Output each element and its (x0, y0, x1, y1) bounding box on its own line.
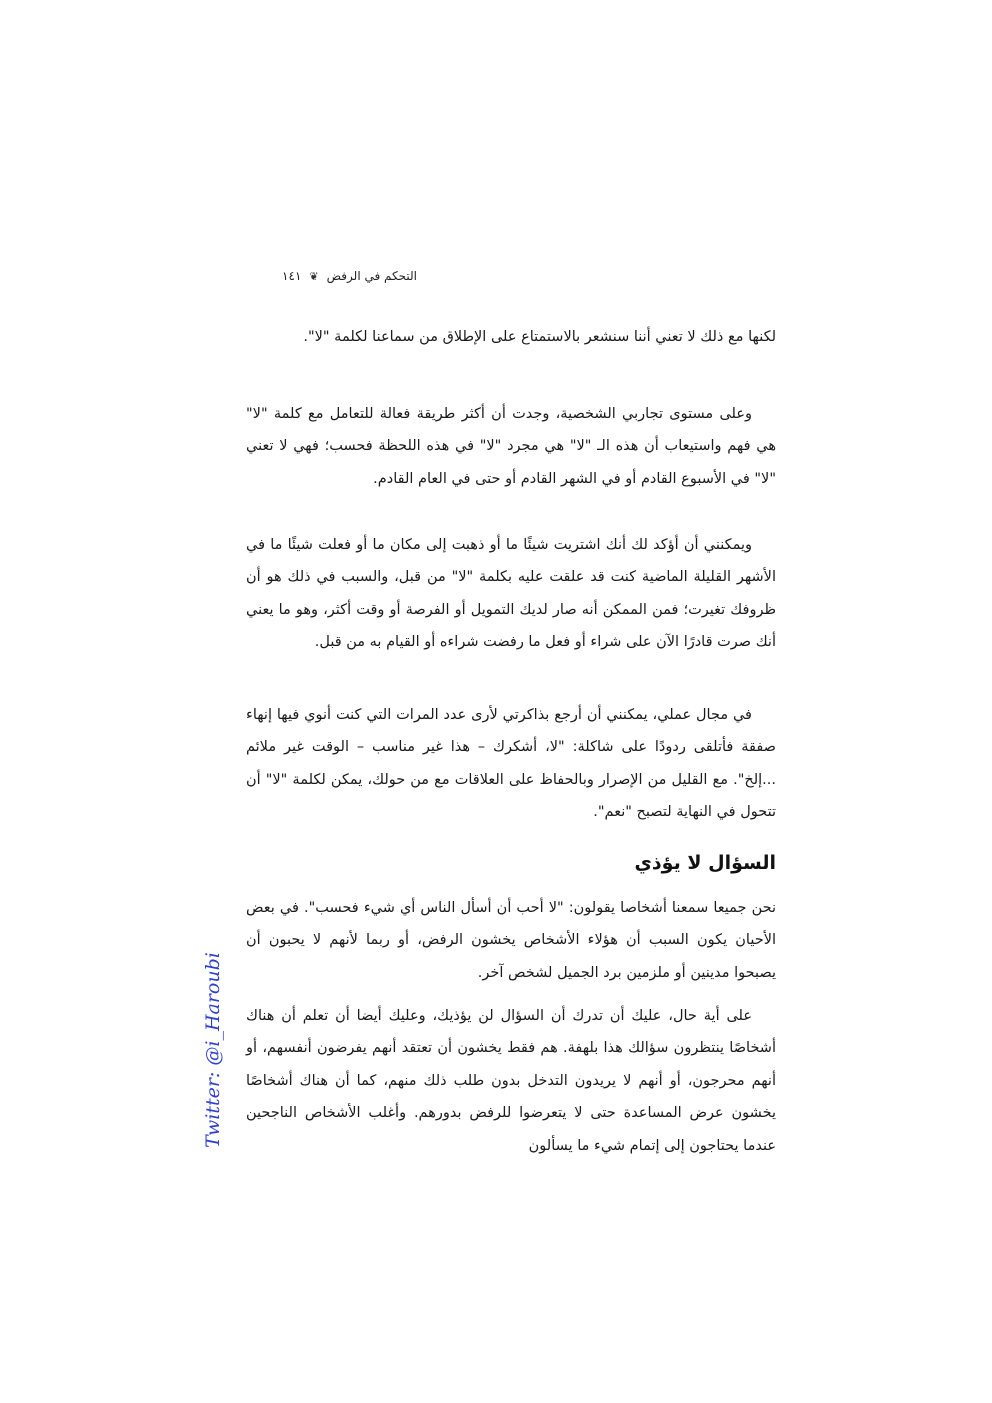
paragraph-3: ويمكنني أن أؤكد لك أنك اشتريت شيئًا ما أو ذهبت إلى مكان ما أو فعلت شيئًا ما في الأشهر القليلة الماضية كنت قد علقت عليه بكلمة "لا" من قبل، والسبب في ذلك هو أن ظروفك تغيرت؛ فمن الممكن أنه صار لديك التمويل أو الفرصة أو وقت أكثر، وهو ما يعني أنك صرت قادرًا الآن على شراء أو فعل ما رفضت شراءه أو القيام به من قبل. (246, 536, 776, 650)
paragraph-4: في مجال عملي، يمكنني أن أرجع بذاكرتي لأرى عدد المرات التي كنت أنوي فيها إنهاء صفقة فأتلقى ردودًا على شاكلة: "لا، أشكرك – هذا غير مناسب – الوقت غير ملائم ...إلخ". مع القليل من الإصرار وبالحفاظ على العلاقات مع من حولك، يمكن لكلمة "لا" أن تتحول في النهاية لتصبح "نعم". (246, 706, 776, 820)
paragraph-6: على أية حال، عليك أن تدرك أن السؤال لن يؤذيك، وعليك أيضا أن تعلم أن هناك أشخاصًا ينتظرون سؤالك هذا بلهفة. هم فقط يخشون أن تعتقد أنهم يفرضون أنفسهم، أو أنهم محرجون، أو أنهم لا يريدون التدخل بدون طلب ذلك منهم، كما أن هناك أشخاصًا يخشون عرض المساعدة حتى لا يتعرضوا للرفض بدورهم. وأغلب الأشخاص الناجحين عندما يحتاجون إلى إتمام شيء ما يسألون (246, 1007, 776, 1154)
running-title: التحكم في الرفض (326, 269, 417, 283)
twitter-watermark: Twitter: @i_Haroubi (202, 952, 224, 1148)
running-header (247, 266, 417, 286)
paragraph-5: نحن جميعا سمعنا أشخاصا يقولون: "لا أحب أن أسأل الناس أي شيء فحسب". في بعض الأحيان يكون السبب أن هؤلاء الأشخاص يخشون الرفض، أو ربما لأنهم لا يحبون أن يصبحوا مدينين أو ملزمين برد الجميل لشخص آخر. (246, 899, 776, 981)
section-heading: السؤال لا يؤذي (634, 851, 776, 874)
paragraph-2: وعلى مستوى تجاربي الشخصية، وجدت أن أكثر طريقة فعالة للتعامل مع كلمة "لا" هي فهم واستيعاب أن هذه الـ "لا" هي مجرد "لا" في هذه اللحظة فحسب؛ فهي لا تعني "لا" في الأسبوع القادم أو في الشهر القادم أو حتى في العام القادم. (246, 405, 776, 487)
paragraph-1: لكنها مع ذلك لا تعني أننا سنشعر بالاستمتاع على الإطلاق من سماعنا لكلمة "لا". (303, 328, 776, 345)
page-number: ١٤١ (282, 269, 302, 283)
ornament-icon: ❦ (309, 269, 319, 283)
